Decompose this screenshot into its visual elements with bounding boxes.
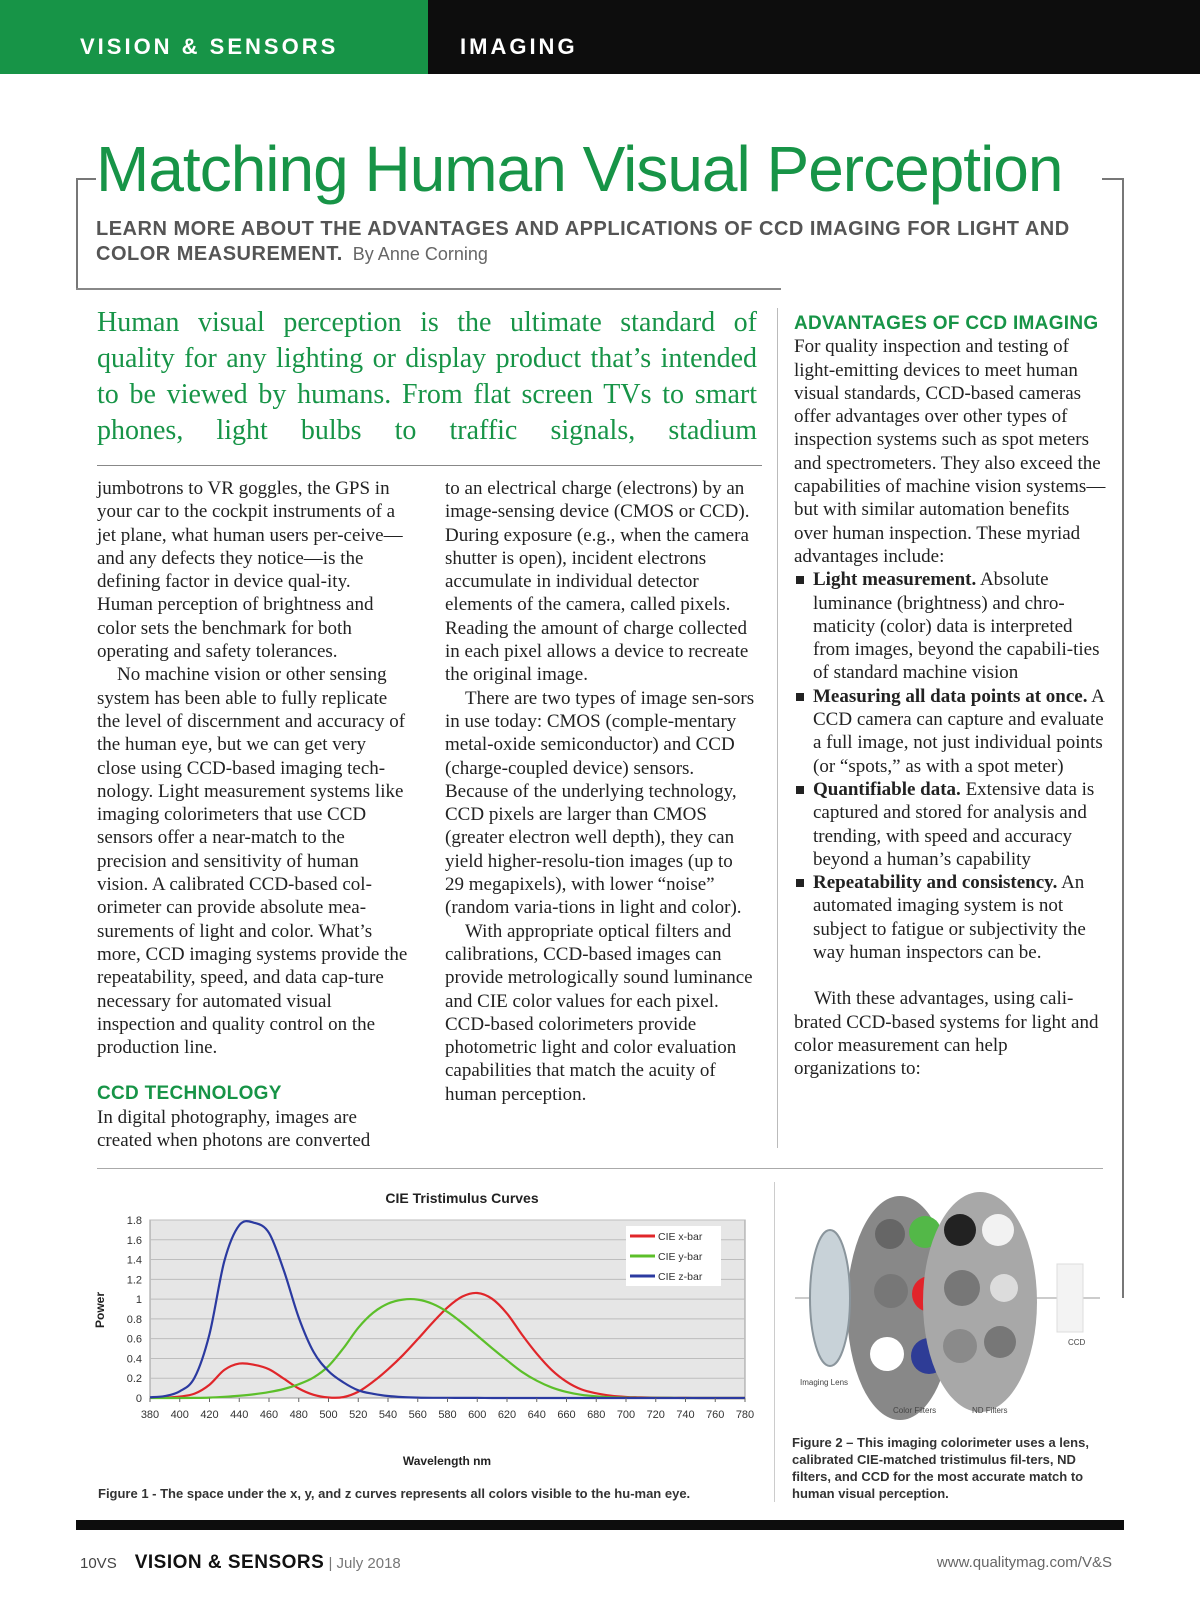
y-tick-label: 0 xyxy=(135,1393,142,1405)
cie-tristimulus-chart xyxy=(90,1180,760,1478)
body-paragraph: There are two types of image sen-sors in use today: CMOS (comple-mentary metal-oxide semiconductor) and CCD (charge-coupled device) sensors. Because of the underlying technology, CCD pixels are larger than CMOS (greater electron well depth), they can yield higher-resolu-tion images (up to 29 megapixels), with lower “noise” (random varia-tions in light and color). xyxy=(445,687,755,919)
footer-bar xyxy=(76,1520,1124,1530)
section-header-bar xyxy=(0,0,1200,74)
y-tick-label: 0.2 xyxy=(126,1373,142,1386)
nd-filters-label: ND Filters xyxy=(972,1406,1008,1415)
bullet-lead: Quantifiable data. xyxy=(813,778,961,800)
intro-paragraph: Human visual perception is the ultimate standard of quality for any lighting or display product that’s intended to be viewed by humans. From flat screen TVs to smart phones, light bulbs to traffic signals, stadium xyxy=(97,307,757,446)
x-tick-label: 480 xyxy=(289,1409,308,1421)
y-tick-label: 1.8 xyxy=(126,1215,142,1227)
filter-gray-icon xyxy=(875,1219,905,1249)
x-tick-label: 560 xyxy=(408,1409,427,1421)
intro-divider xyxy=(97,465,762,466)
x-tick-label: 780 xyxy=(735,1409,755,1421)
nd-filter-wheel xyxy=(923,1192,1037,1412)
x-tick-label: 660 xyxy=(557,1409,576,1421)
x-axis-label: Wavelength nm xyxy=(402,1454,492,1468)
legend-label: CIE z-bar xyxy=(658,1271,703,1283)
bullet-lead: Repeatability and consistency. xyxy=(813,872,1058,894)
x-tick-label: 500 xyxy=(319,1409,338,1421)
color-filters-label: Color Filters xyxy=(893,1406,937,1415)
x-tick-label: 600 xyxy=(468,1409,487,1421)
x-tick-label: 400 xyxy=(170,1409,189,1421)
x-tick-label: 460 xyxy=(259,1409,279,1421)
body-paragraph: to an electrical charge (electrons) by an image-sensing device (CMOS or CCD). During exposure (e.g., when the camera shutter is open), incident electrons accumulate in individual detector elements of the camera, called pixels. Reading the amount of charge collected in each pixel allows a device to recreate the original image. xyxy=(445,478,750,686)
figure-column-divider xyxy=(774,1182,775,1502)
bullet-text: Absolute luminance (brightness) and chro-maticity (color) data is interpreted from images, beyond the capabili-ties of standard machine vision xyxy=(813,569,1100,684)
body-paragraph: jumbotrons to VR goggles, the GPS in your car to the cockpit instruments of a jet plane, what human users per-ceive—and any defects they notice—is the defining factor in device qual-ity. Human perception of brightness and color sets the benchmark for both operating and safety tolerances. xyxy=(97,478,403,663)
filter-clear-icon xyxy=(870,1337,904,1371)
y-tick-label: 1.2 xyxy=(126,1274,142,1287)
filter-gray-icon xyxy=(943,1329,977,1363)
body-paragraph: With appropriate optical filters and calibrations, CCD-based images can provide metrologically sound luminance and CIE color values for each pixel. CCD-based colorimeters provide photometric light and color evaluation capabilities that match the acuity of human perception. xyxy=(445,920,753,1105)
filter-dark-icon xyxy=(944,1214,976,1246)
article-deck xyxy=(96,217,1096,267)
filter-gray-icon xyxy=(984,1326,1016,1358)
y-tick-label: 0.8 xyxy=(126,1313,142,1326)
x-tick-label: 620 xyxy=(497,1409,517,1421)
subhead-ccd-technology: CCD TECHNOLOGY xyxy=(97,1083,282,1105)
title-frame-rule xyxy=(1102,178,1124,180)
x-tick-label: 680 xyxy=(587,1409,606,1421)
section-label: VISION & SENSORS xyxy=(80,34,339,59)
x-tick-label: 440 xyxy=(230,1409,249,1421)
spacer xyxy=(97,1059,409,1082)
imaging-lens-icon xyxy=(810,1230,850,1366)
bullet-text: Extensive data is captured and stored for analysis and trending, with speed and accuracy beyond a human’s capability xyxy=(813,778,1095,870)
spacer xyxy=(794,964,1106,987)
column-divider xyxy=(777,308,778,1148)
list-item xyxy=(794,685,1106,778)
x-tick-label: 640 xyxy=(527,1409,546,1421)
body-paragraph: With these advantages, using cali-brated CCD-based systems for light and color measurement can help organizations to: xyxy=(794,988,1099,1080)
frame-bottom-line xyxy=(76,288,781,290)
x-tick-label: 380 xyxy=(140,1409,160,1421)
bullet-icon xyxy=(796,786,804,794)
chart-legend xyxy=(626,1226,721,1286)
colorimeter-illustration xyxy=(790,1176,1120,1426)
x-tick-label: 420 xyxy=(200,1409,219,1421)
body-column-2 xyxy=(445,477,755,1106)
filter-gray-icon xyxy=(874,1274,908,1308)
filter-clear-icon xyxy=(982,1214,1014,1246)
body-paragraph: For quality inspection and testing of light-emitting devices to meet human visual standards, CCD-based cameras offer advantages over other types of inspection systems such as spot meters and spectrometers. They also exceed the capabilities of machine vision systems—but with similar automation benefits over human inspection. These myriad advantages include: xyxy=(794,336,1106,567)
y-tick-label: 1.4 xyxy=(126,1254,142,1267)
issue-date: | July 2018 xyxy=(328,1555,401,1572)
body-column-1 xyxy=(97,477,409,1152)
bullet-icon xyxy=(796,576,804,584)
lens-label: Imaging Lens xyxy=(800,1378,849,1387)
figure-1-caption: Figure 1 - The space under the x, y, and z curves represents all colors visible to the hu-man eye. xyxy=(98,1486,691,1501)
frame-left-line xyxy=(76,178,78,290)
figures-divider xyxy=(97,1168,1103,1169)
y-tick-label: 0.4 xyxy=(126,1353,142,1366)
title-frame-rule xyxy=(76,178,96,180)
y-tick-label: 1.6 xyxy=(126,1234,142,1247)
magazine-name: VISION & SENSORS xyxy=(134,1552,325,1573)
bullet-text: An automated imaging system is not subject to fatigue or subjectivity the way human inspectors can be. xyxy=(813,872,1086,964)
x-tick-label: 520 xyxy=(349,1409,368,1421)
filter-light-icon xyxy=(990,1274,1018,1302)
subhead-advantages: ADVANTAGES OF CCD IMAGING xyxy=(794,313,1099,334)
bullet-lead: Light measurement. xyxy=(813,569,977,591)
bullet-lead: Measuring all data points at once. xyxy=(813,685,1088,707)
advantages-list xyxy=(794,568,1106,964)
chart-title: CIE Tristimulus Curves xyxy=(385,1190,539,1206)
bullet-icon xyxy=(796,693,804,701)
ccd-sensor-icon xyxy=(1057,1264,1083,1332)
body-column-3 xyxy=(794,312,1106,1081)
list-item xyxy=(794,568,1106,684)
article-title: Matching Human Visual Perception xyxy=(96,133,1063,205)
figure-2-caption: Figure 2 – This imaging colorimeter uses a lens, calibrated CIE-matched tristimulus fil-ters, ND filters, and CCD for the most accurate match to human visual perception. xyxy=(792,1435,1089,1501)
frame-right-line xyxy=(1122,178,1124,1298)
y-tick-label: 0.6 xyxy=(126,1333,142,1346)
list-item xyxy=(794,871,1106,964)
bullet-text: A CCD camera can capture and evaluate a full image, not just individual points (or “spots,” as with a spot meter) xyxy=(813,685,1104,777)
x-tick-label: 760 xyxy=(706,1409,725,1421)
body-paragraph: No machine vision or other sensing system has been able to fully replicate the level of discernment and accuracy of the human eye, but we can get very close using CCD-based imaging tech-nology. Light measurement systems like imaging colorimeters that use CCD sensors offer a near-match to the precision and sensitivity of human vision. A calibrated CCD-based col-orimeter can provide absolute mea-surements of light and color. What’s more, CCD imaging systems provide the repeatability, speed, and data cap-ture necessary for automated visual inspection and quality control on the production line. xyxy=(97,664,408,1059)
category-label: IMAGING xyxy=(460,34,578,59)
footer-left xyxy=(80,1552,401,1574)
ccd-label: CCD xyxy=(1068,1338,1086,1347)
body-paragraph: In digital photography, images are created when photons are converted xyxy=(97,1106,371,1152)
filter-gray-icon xyxy=(944,1270,980,1306)
x-tick-label: 700 xyxy=(616,1409,636,1421)
bullet-icon xyxy=(796,879,804,887)
page-number: 10VS xyxy=(80,1555,117,1572)
deck-text: LEARN MORE ABOUT THE ADVANTAGES AND APPLICATIONS OF CCD IMAGING FOR LIGHT AND COLOR MEASUREMENT. xyxy=(96,218,1070,265)
y-axis-label: Power xyxy=(93,1291,107,1329)
x-tick-label: 540 xyxy=(378,1409,398,1421)
x-tick-label: 720 xyxy=(646,1409,665,1421)
x-tick-label: 740 xyxy=(676,1409,695,1421)
y-tick-label: 1 xyxy=(135,1294,142,1307)
list-item xyxy=(794,778,1106,871)
legend-label: CIE y-bar xyxy=(658,1251,703,1263)
byline: By Anne Corning xyxy=(352,244,488,264)
footer-url: www.qualitymag.com/V&S xyxy=(936,1554,1112,1571)
x-tick-label: 580 xyxy=(438,1409,457,1421)
legend-label: CIE x-bar xyxy=(658,1231,703,1243)
